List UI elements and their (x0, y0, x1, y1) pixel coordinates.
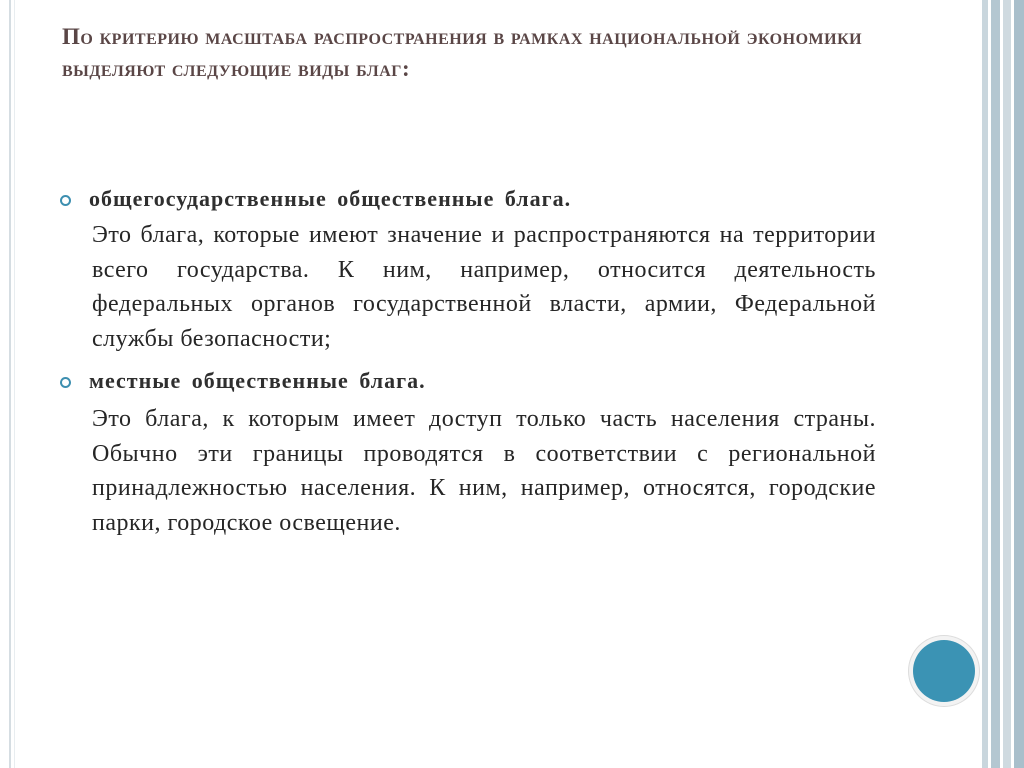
bullet-item-local (60, 368, 880, 394)
slide-content (60, 186, 880, 540)
slide-title: По критерию масштаба распространения в рамках национальной экономики выделяют следующие виды благ: (62, 24, 863, 81)
bullet-item-national (60, 186, 880, 212)
left-border-line (9, 0, 11, 768)
right-decorative-stripes (976, 0, 1024, 768)
left-border-line-inner (14, 0, 15, 768)
bullet-description: Это блага, которые имеют значение и распространяются на территории всего государства. К ним, например, относится деятельность федеральных органов государственной власти, армии, Федеральной службы безопасности; (92, 222, 876, 352)
decorative-circle-icon (913, 640, 975, 702)
bullet-circle-icon (60, 377, 71, 388)
bullet-heading: местные общественные блага. (89, 368, 426, 393)
bullet-circle-icon (60, 195, 71, 206)
bullet-description: Это блага, к которым имеет доступ только часть населения страны. Обычно эти границы проводятся в соответствии с региональной принадлежностью населения. К ним, например, относятся, городские парки, городское освещение. (92, 406, 876, 536)
bullet-heading: общегосударственные общественные блага. (89, 186, 572, 211)
